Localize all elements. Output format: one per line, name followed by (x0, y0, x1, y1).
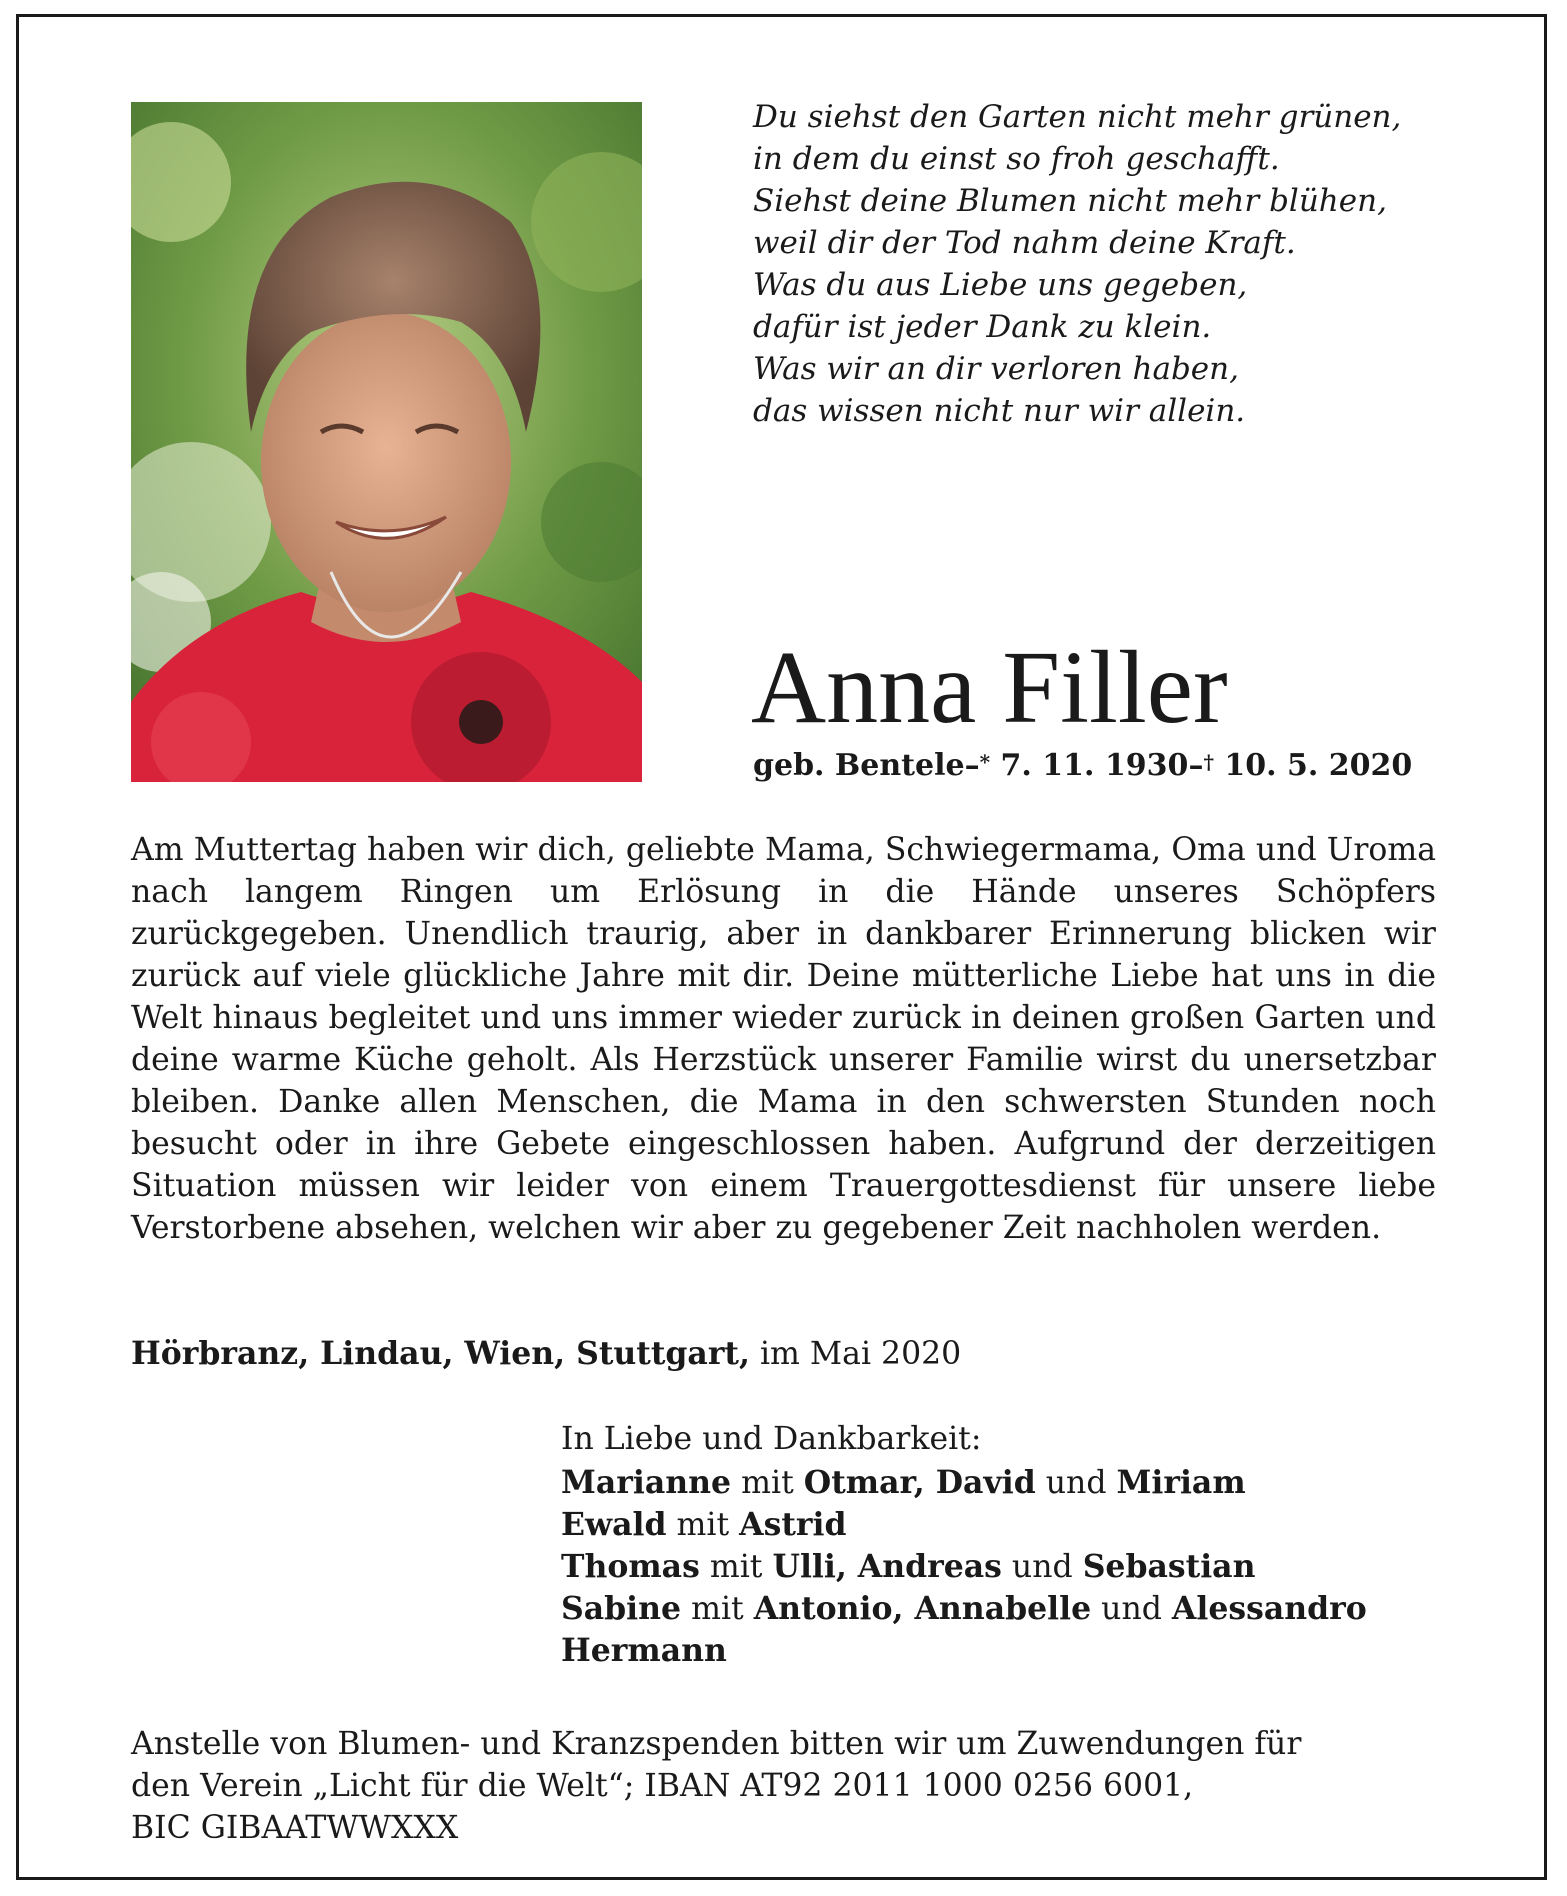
mourner-name: Ulli, Andreas (772, 1548, 1002, 1585)
mourner-name: Sabine (561, 1590, 682, 1627)
deceased-name: Anna Filler (751, 630, 1228, 745)
places-date: im Mai 2020 (749, 1336, 962, 1372)
poem-line: weil dir der Tod nahm deine Kraft. (753, 225, 1296, 261)
mourner-name: Alessandro (1171, 1590, 1367, 1627)
mourner-name: Miriam (1116, 1464, 1246, 1501)
obituary-text: Am Muttertag haben wir dich, geliebte Mama, Schwiegermama, Oma und Uroma nach langem Ringen um Erlösung in die Hände unseres Schöpfers zurückgegeben. Unendlich traurig, aber in dankbarer Erinnerung blicken wir zurück auf viele glückliche Jahre mit dir. Deine mütterliche Liebe hat uns in die Welt hinaus begleitet und uns immer wieder zurück in deinen großen Garten und deine warme Küche geholt. Als Herzstück unserer Familie wirst du unersetzbar bleiben. Danke allen Menschen, die Mama in den schwersten Stunden noch besucht oder in ihre Gebete eingeschlossen haben. Aufgrund der derzeitigen Situation müssen wir leider von einem Trauergottesdienst für unsere liebe Verstorbene absehen, welchen wir aber zu gegebener Zeit nachholen werden. (131, 832, 1436, 1246)
mourner-connector: und (1091, 1591, 1172, 1627)
mourner-name: Astrid (739, 1506, 847, 1543)
portrait-photo (131, 102, 642, 782)
mourner-connector: und (1035, 1465, 1117, 1501)
date-separator: – (964, 748, 980, 783)
mourner-connector: und (1001, 1549, 1083, 1585)
donation-line: Anstelle von Blumen- und Kranzspenden bitten wir um Zuwendungen für (131, 1726, 1302, 1762)
poem-line: Was wir an dir verloren haben, (753, 351, 1239, 387)
death-date: 10. 5. 2020 (1213, 748, 1413, 783)
birth-date: 7. 11. 1930 (990, 748, 1189, 783)
places-cities: Hörbranz, Lindau, Wien, Stuttgart, (131, 1335, 750, 1372)
mourners-intro: In Liebe und Dankbarkeit: (561, 1421, 982, 1457)
poem-line: Siehst deine Blumen nicht mehr blühen, (753, 183, 1387, 219)
mourners (561, 1418, 1461, 1672)
poem-line: Du siehst den Garten nicht mehr grünen, (753, 99, 1402, 135)
places-line (131, 1333, 961, 1375)
donation-line: BIC GIBAATWWXXX (131, 1810, 459, 1846)
poem-line: in dem du einst so froh geschafft. (753, 141, 1280, 177)
donation-note (131, 1723, 1441, 1849)
death-symbol: † (1203, 750, 1214, 774)
poem-line: Was du aus Liebe uns gegeben, (753, 267, 1248, 303)
mourner-line (561, 1504, 1461, 1546)
mourner-connector: mit (666, 1507, 740, 1543)
mourner-name: Hermann (561, 1632, 727, 1669)
mourner-connector: mit (681, 1591, 754, 1627)
mourner-line (561, 1462, 1461, 1504)
poem-line: dafür ist jeder Dank zu klein. (753, 309, 1212, 345)
birth-symbol: * (979, 750, 991, 774)
mourner-connector: mit (731, 1465, 804, 1501)
poem (753, 96, 1473, 432)
mourner-name: Ewald (561, 1506, 667, 1543)
mourner-name: Marianne (561, 1464, 732, 1501)
mourner-name: Thomas (561, 1548, 700, 1585)
mourner-line (561, 1588, 1461, 1630)
donation-line: den Verein „Licht für die Welt“; IBAN AT92 2011 1000 0256 6001, (131, 1768, 1194, 1804)
date-separator: – (1188, 748, 1204, 783)
poem-line: das wissen nicht nur wir allein. (753, 393, 1246, 429)
mourner-line (561, 1546, 1461, 1588)
mourner-connector: mit (699, 1549, 773, 1585)
mourner-line (561, 1630, 1461, 1672)
mourner-name: Sebastian (1082, 1548, 1256, 1585)
mourner-name: Otmar, David (803, 1464, 1036, 1501)
mourner-name: Antonio, Annabelle (753, 1590, 1092, 1627)
mourner-list (561, 1462, 1461, 1672)
birth-name: geb. Bentele (753, 748, 965, 783)
life-dates (753, 746, 1412, 786)
